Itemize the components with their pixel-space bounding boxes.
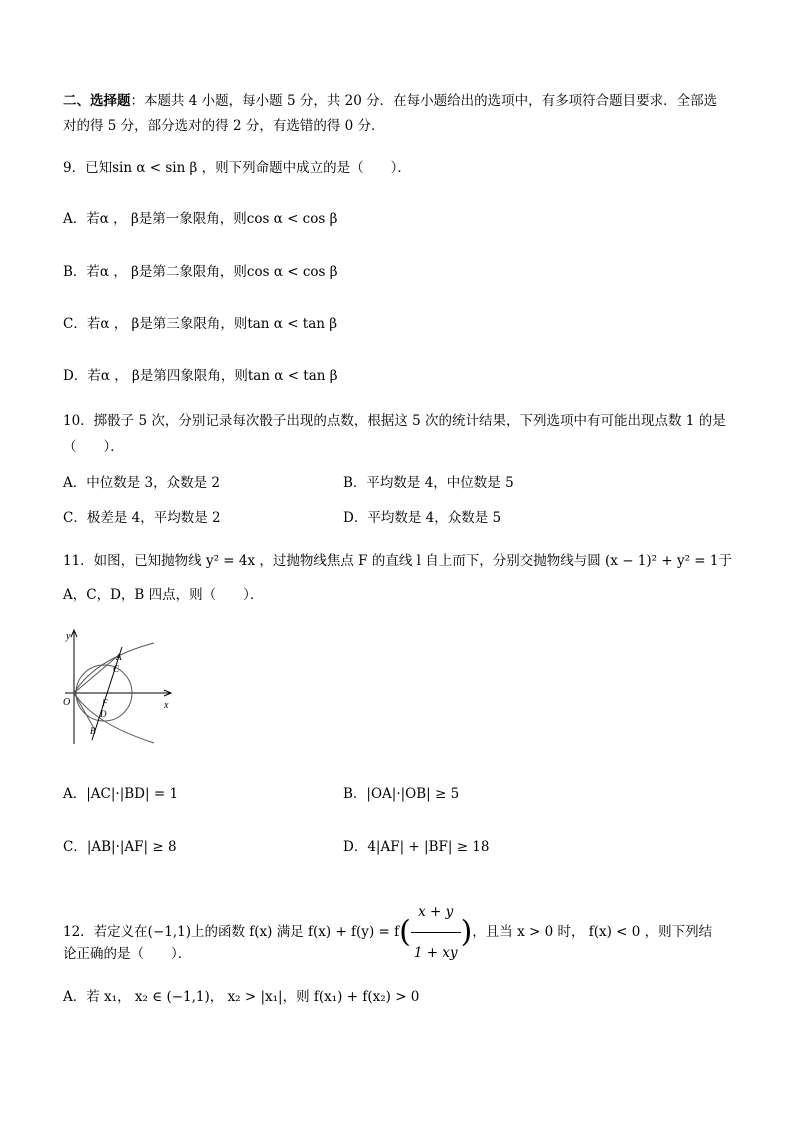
section-header bbox=[63, 91, 717, 111]
label-F: F bbox=[102, 698, 108, 708]
q12-paren-open: ( bbox=[399, 914, 411, 950]
q11-option-c: C．|AB|·|AF| ≥ 8 bbox=[63, 839, 177, 855]
q12-paren-close: ) bbox=[460, 914, 473, 950]
q11-stem-1: 11．如图，已知抛物线 y² = 4x ，过抛物线焦点 F 的直线 l 自上而下，分别交抛物线与圆 (x − 1)² + y² = 1于 bbox=[63, 553, 732, 569]
q12-frac-num: x + y bbox=[411, 892, 461, 933]
section-instructions-2: 对的得 5 分，部分选对的得 2 分，有选错的得 0 分． bbox=[63, 118, 385, 134]
section-instructions-1: ：本题共 4 小题，每小题 5 分，共 20 分．在每小题给出的选项中，有多项符合题目要求．全部选 bbox=[130, 93, 718, 109]
q12-stem-2: 论正确的是（ ）． bbox=[63, 946, 192, 962]
label-y: y bbox=[66, 631, 71, 642]
q12-option-a: A．若 x₁， x₂ ∈ (−1,1)， x₂ > |x₁|，则 f(x₁) + f(x₂) > 0 bbox=[63, 989, 420, 1005]
q12-stem-post: ，且当 x > 0 时， f(x) < 0 ，则下列结 bbox=[472, 924, 713, 940]
q11-option-b: B．|OA|·|OB| ≥ 5 bbox=[343, 786, 460, 802]
q10-stem-1: 10．掷骰子 5 次，分别记录每次骰子出现的点数，根据这 5 次的统计结果，下列选项中有可能出现点数 1 的是 bbox=[63, 413, 726, 429]
q11-stem-2: A，C，D，B 四点，则（ ）． bbox=[63, 587, 264, 603]
q9-option-d: D．若α ， β是第四象限角，则tan α < tan β bbox=[63, 368, 338, 384]
q11-option-a: A．|AC|·|BD| = 1 bbox=[63, 786, 179, 802]
q10-stem-2: （ ）． bbox=[63, 439, 124, 455]
q12-stem-pre: 12．若定义在(−1,1)上的函数 f(x) 满足 f(x) + f(y) = f bbox=[63, 924, 400, 940]
label-D: D bbox=[100, 709, 107, 719]
label-A: A bbox=[116, 652, 122, 662]
q9-stem: 9．已知sin α < sin β ，则下列命题中成立的是（ ）． bbox=[63, 160, 411, 176]
label-B: B bbox=[90, 726, 96, 736]
q11-option-d: D．4|AF| + |BF| ≥ 18 bbox=[343, 839, 490, 855]
q10-option-c: C．极差是 4，平均数是 2 bbox=[63, 510, 221, 526]
q12-frac-den: 1 + xy bbox=[413, 945, 458, 961]
label-x: x bbox=[164, 700, 169, 711]
q9-option-b: B．若α ， β是第二象限角，则cos α < cos β bbox=[63, 264, 338, 280]
label-O: O bbox=[63, 697, 71, 708]
section-title: 二、选择题 bbox=[63, 93, 131, 109]
q9-option-c: C．若α ， β是第三象限角，则tan α < tan β bbox=[63, 316, 338, 332]
q12-fraction bbox=[411, 892, 461, 973]
q11-figure bbox=[60, 622, 178, 750]
parabola-circle-diagram bbox=[60, 622, 178, 750]
label-C: C bbox=[113, 664, 120, 674]
q10-option-d: D．平均数是 4，众数是 5 bbox=[343, 510, 502, 526]
q10-option-a: A．中位数是 3，众数是 2 bbox=[63, 475, 221, 491]
q9-option-a: A．若α ， β是第一象限角，则cos α < cos β bbox=[63, 211, 338, 227]
q10-option-b: B．平均数是 4，中位数是 5 bbox=[343, 475, 514, 491]
